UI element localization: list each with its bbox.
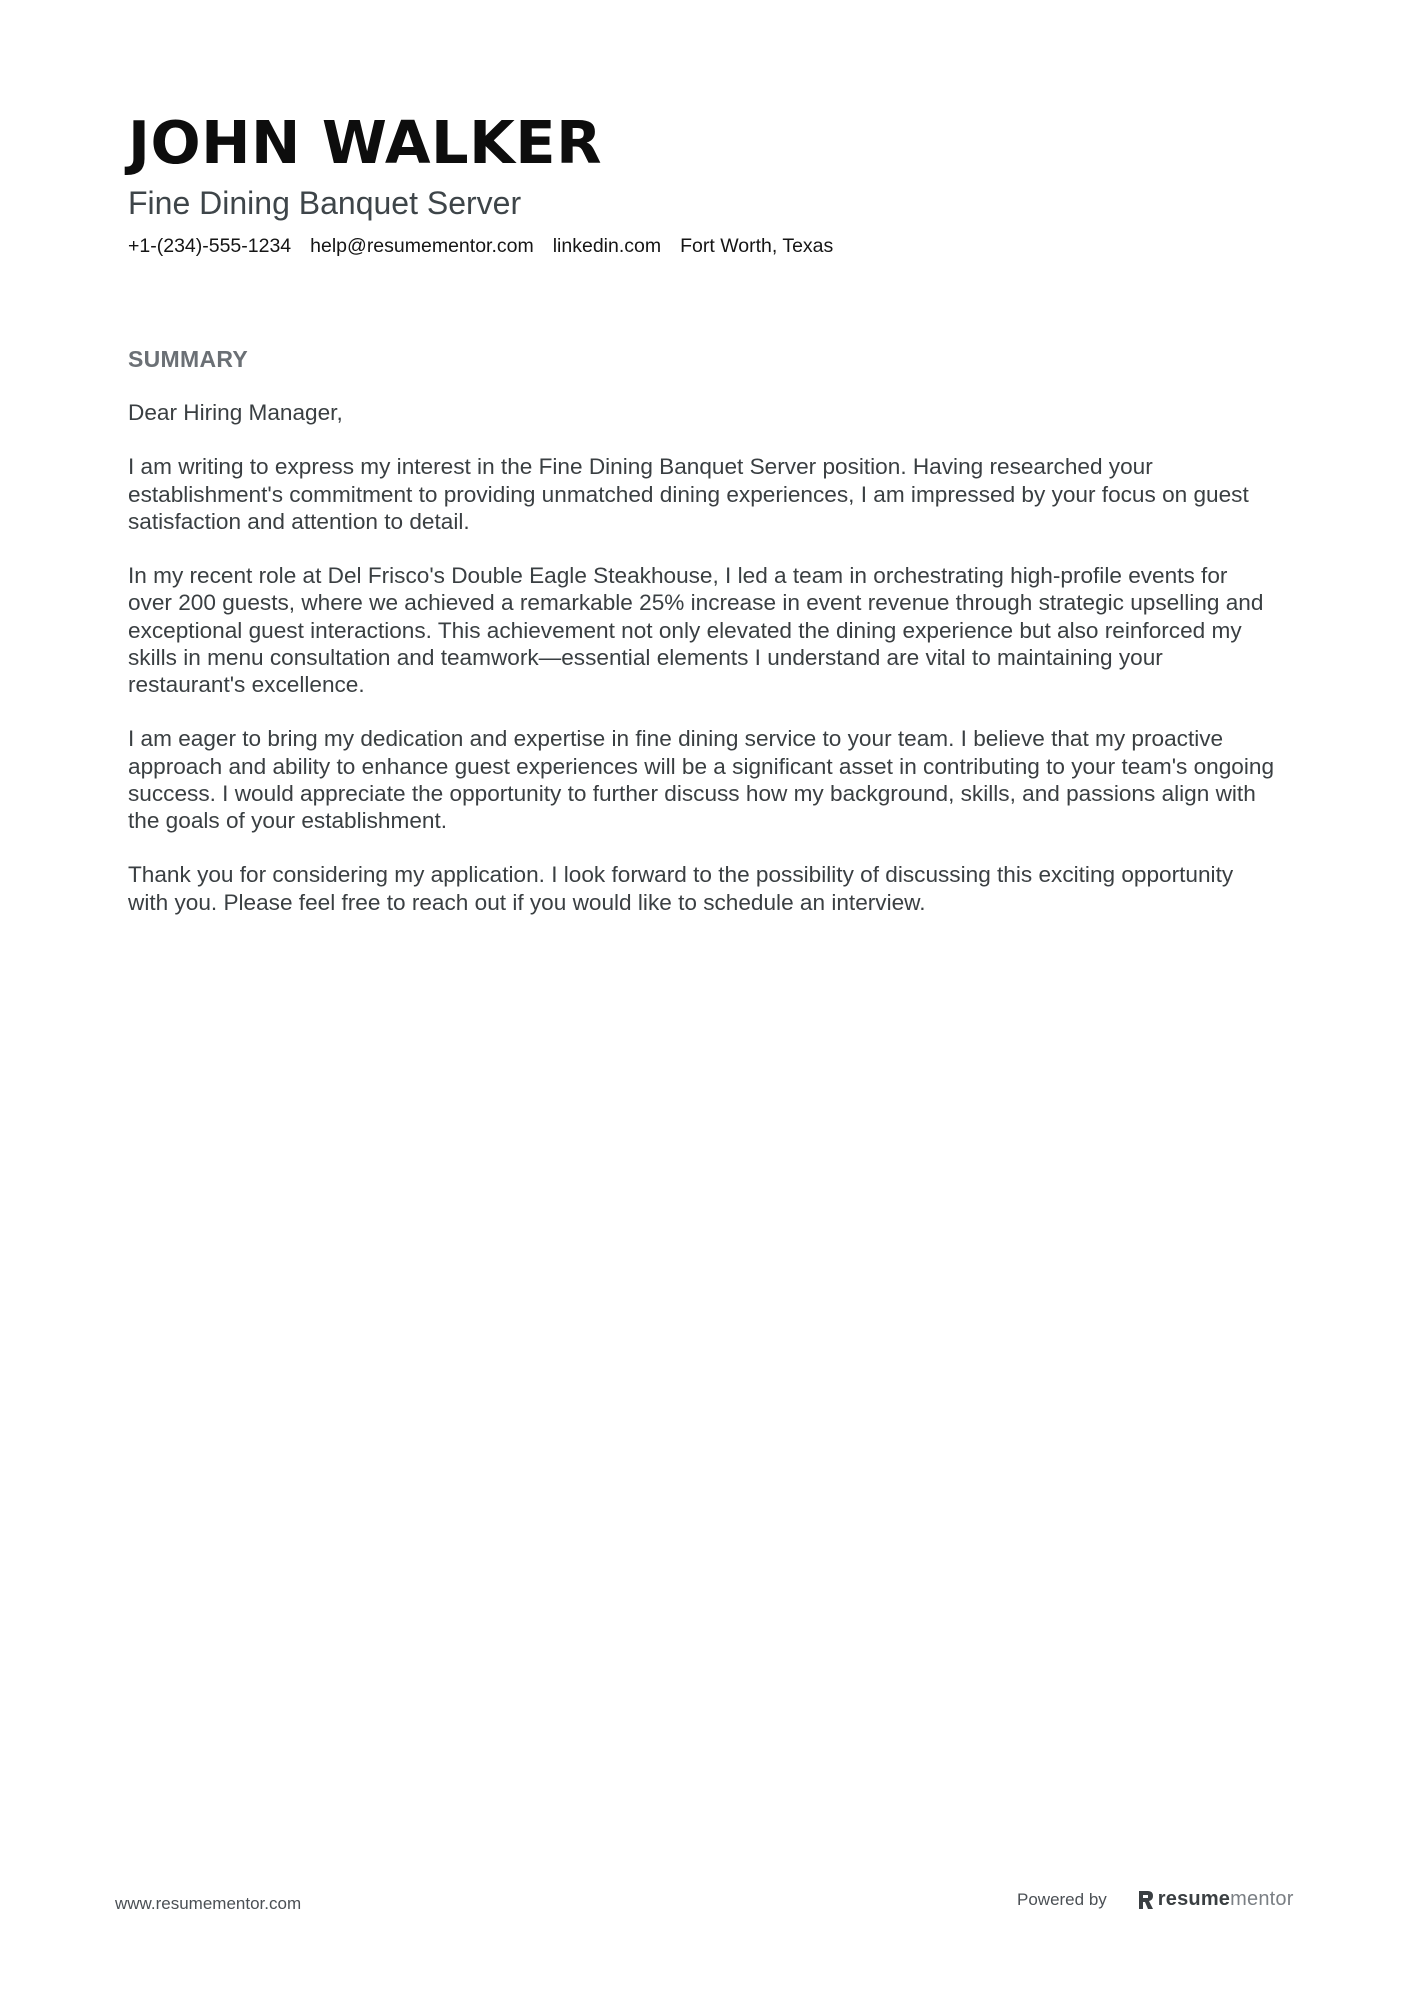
job-title: Fine Dining Banquet Server [128, 185, 522, 221]
logo-text-mentor: mentor [1230, 1888, 1294, 1910]
letter-paragraph: I am eager to bring my dedication and expertise in fine dining service to your team. I believe that my proactive approach and ability to enhance guest experiences will be a significant asset in contributing to your team's ongoing success. I would appreciate the opportunity to further discuss how my background, skills, and passions align with the goals of your establishment. [128, 726, 1275, 833]
letter-paragraph: I am writing to express my interest in the Fine Dining Banquet Server position. Having researched your establishment's commitment to providing unmatched dining experiences, I am impressed by your focus on guest satisfaction and attention to detail. [128, 454, 1249, 534]
resumementor-logo-icon [1137, 1889, 1155, 1911]
contact-info [128, 234, 833, 259]
footer-website-link[interactable]: www.resumementor.com [115, 1894, 302, 1913]
summary-heading: SUMMARY [128, 346, 249, 372]
phone-number: +1-(234)-555-1234 [128, 235, 292, 257]
logo-text-resume: resume [1157, 1888, 1231, 1910]
salutation: Dear Hiring Manager, [128, 400, 343, 425]
footer-branding [1017, 1888, 1294, 1911]
letter-paragraph: Thank you for considering my application. I look forward to the possibility of discussing this exciting opportunity with you. Please feel free to reach out if you would like to schedule an interview. [128, 862, 1234, 915]
email-address: help@resumementor.com [310, 235, 534, 257]
powered-by-label: Powered by [1017, 1889, 1107, 1909]
location: Fort Worth, Texas [680, 235, 834, 257]
linkedin-link[interactable]: linkedin.com [552, 235, 662, 257]
letter-paragraph: In my recent role at Del Frisco's Double Eagle Steakhouse, I led a team in orchestrating high-profile events for over 200 guests, where we achieved a remarkable 25% increase in event revenue through strategic upselling and exceptional guest interactions. This achievement not only elevated the dining experience but also reinforced my skills in menu consultation and teamwork—essential elements I understand are vital to maintaining your restaurant's excellence. [128, 563, 1264, 697]
letter-body [128, 399, 1276, 943]
candidate-name: JOHN WALKER [128, 108, 603, 177]
resumementor-logo-text[interactable] [1158, 1888, 1294, 1911]
